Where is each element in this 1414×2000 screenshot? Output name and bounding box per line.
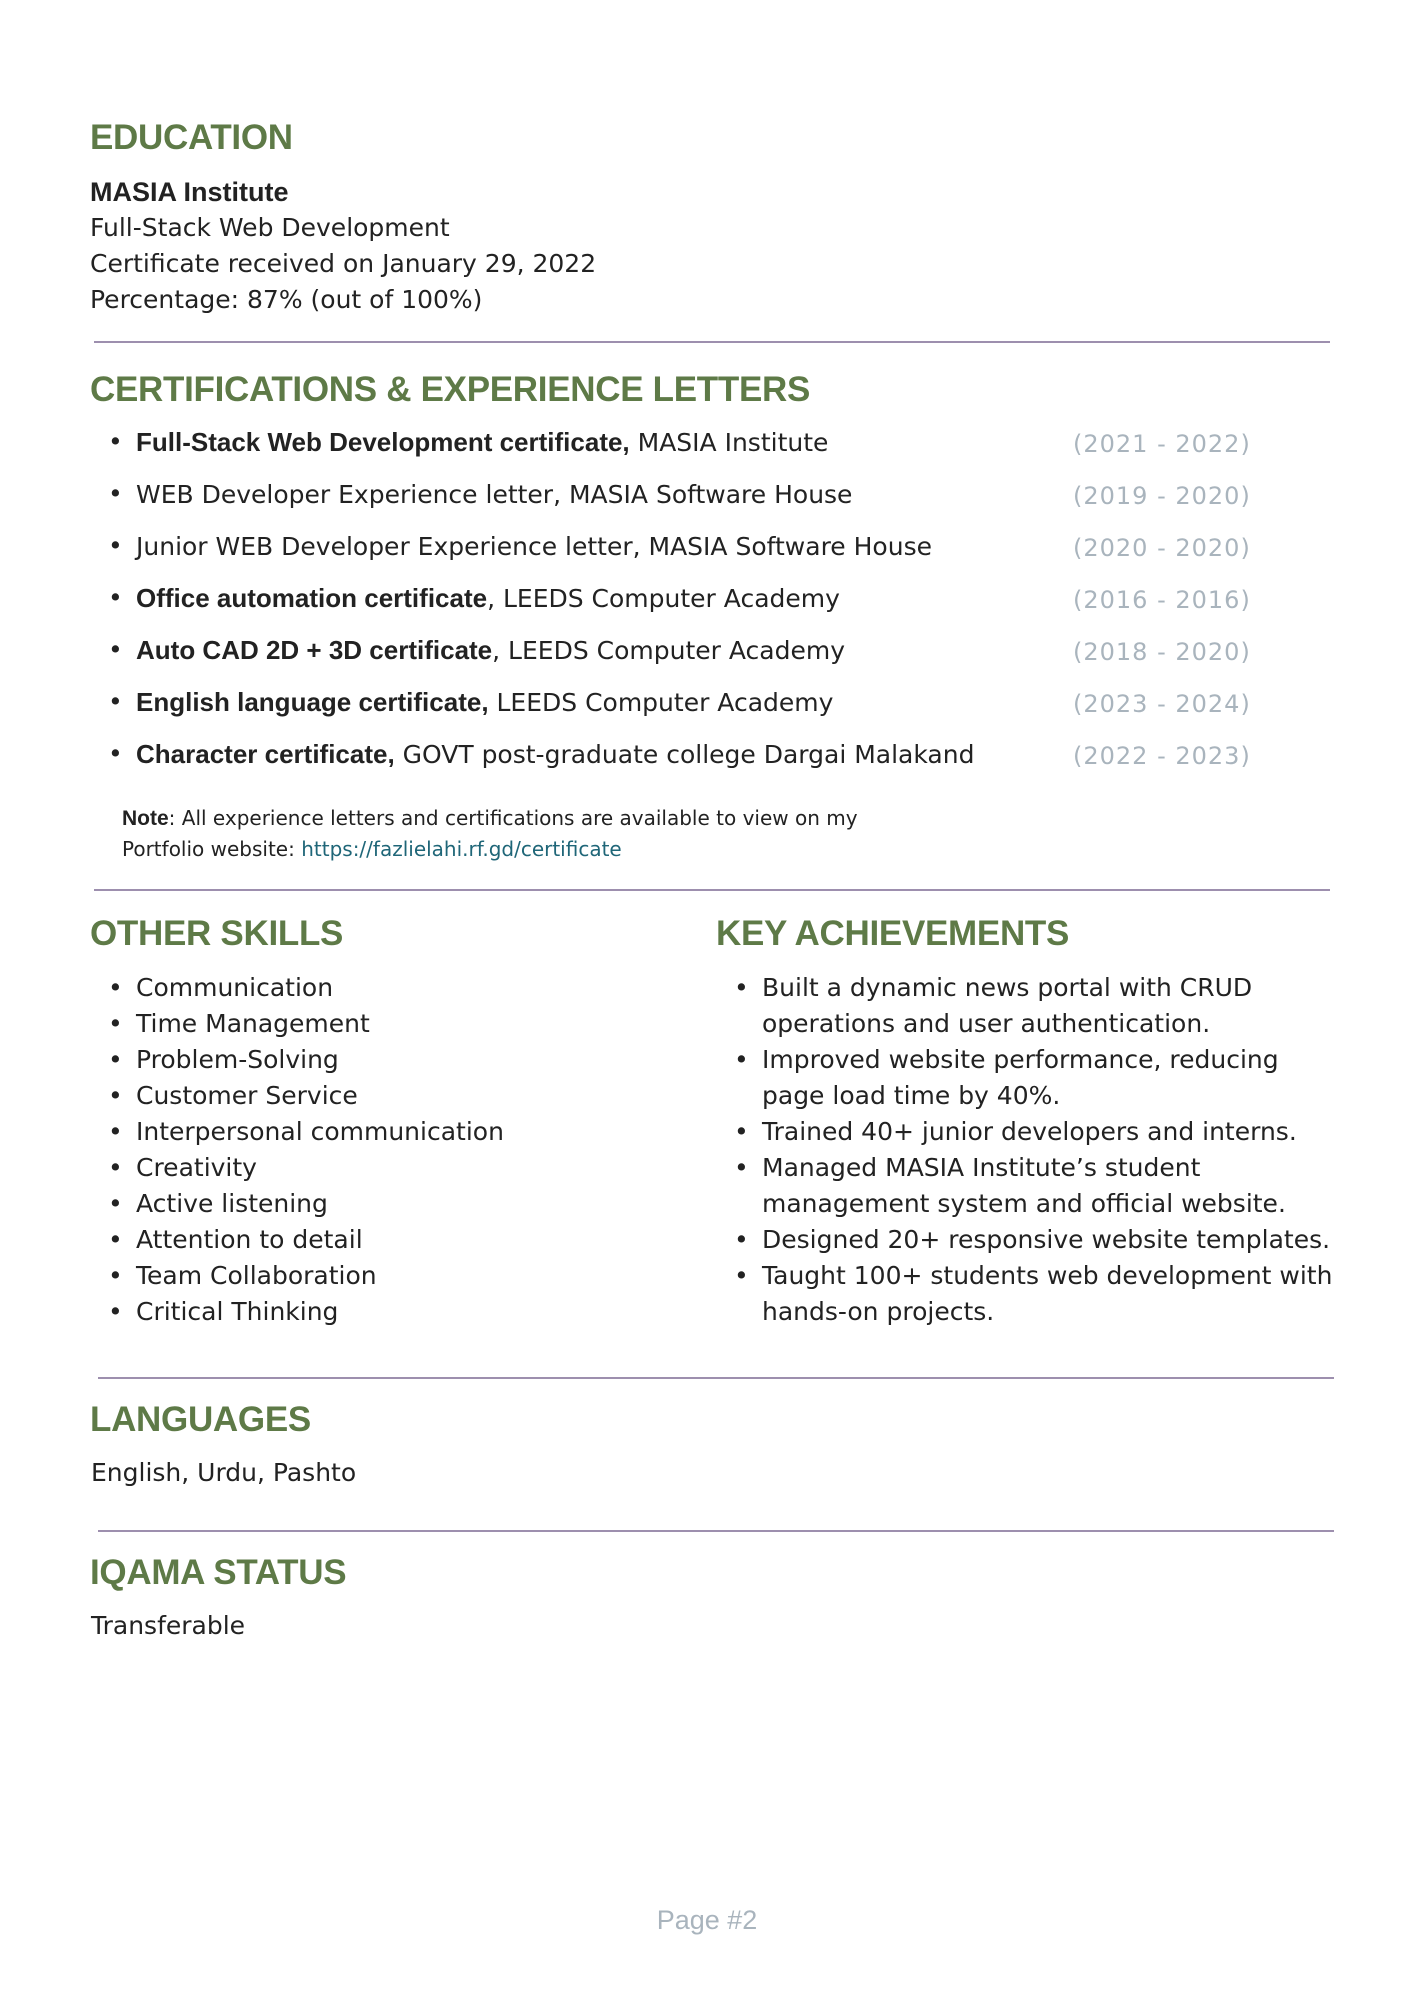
certification-years: (2019 - 2020) [1073,482,1251,510]
education-program: Full-Stack Web Development [90,213,450,242]
portfolio-link[interactable]: https://fazlielahi.rf.gd/certificate [301,837,622,861]
achievements-list [716,970,1336,1330]
iqama-text: Transferable [91,1611,246,1640]
skill-item: • Interpersonal communication [90,1114,504,1150]
certification-issuer: Junior WEB Developer Experience letter, MASIA Software House [136,532,932,561]
certification-issuer: MASIA Institute [629,428,829,457]
skill-item: • Attention to detail [90,1222,504,1258]
education-block [90,174,596,318]
note-label: Note [122,807,169,830]
achievement-item: • Managed MASIA Institute’s student management system and official website. [716,1150,1336,1222]
skills-heading: OTHER SKILLS [90,914,344,953]
bullet-icon: • [108,583,123,612]
divider [98,1530,1334,1532]
languages-heading: LANGUAGES [90,1400,311,1439]
certifications-list [108,424,1258,788]
certification-issuer: , LEEDS Computer Academy [487,584,840,613]
skill-item: • Team Collaboration [90,1258,504,1294]
certification-issuer: , LEEDS Computer Academy [492,636,845,665]
skill-item: • Active listening [90,1186,504,1222]
certification-years: (2020 - 2020) [1073,534,1251,562]
certification-years: (2022 - 2023) [1073,742,1251,770]
divider [98,1377,1334,1379]
certification-item [108,684,1258,736]
certification-title: Full-Stack Web Development certificate, [136,427,630,457]
certification-item [108,580,1258,632]
certification-years: (2023 - 2024) [1073,690,1251,718]
certification-title: Office automation certificate [136,583,488,613]
education-heading: EDUCATION [90,118,293,157]
skill-item: • Communication [90,970,504,1006]
achievement-item: • Designed 20+ responsive website templates. [716,1222,1336,1258]
skills-list [90,970,504,1330]
skill-item: • Critical Thinking [90,1294,504,1330]
certification-issuer: WEB Developer Experience letter, MASIA Software House [136,480,853,509]
certification-years: (2016 - 2016) [1073,586,1251,614]
bullet-icon: • [108,531,123,560]
certification-item [108,528,1258,580]
achievement-item: • Built a dynamic news portal with CRUD operations and user authentication. [716,970,1336,1042]
certification-title: English language certificate, [136,687,489,717]
skill-item: • Problem-Solving [90,1042,504,1078]
certification-issuer: LEEDS Computer Academy [488,688,834,717]
note-text: : All experience letters and certifications are available to view on my [168,806,858,830]
bullet-icon: • [108,739,123,768]
divider [94,341,1330,343]
education-percentage: Percentage: 87% (out of 100%) [90,285,483,314]
bullet-icon: • [108,479,123,508]
certification-years: (2018 - 2020) [1073,638,1251,666]
divider [94,889,1330,891]
languages-text: English, Urdu, Pashto [91,1458,357,1487]
education-received: Certificate received on January 29, 2022 [90,249,597,278]
achievement-item: • Improved website performance, reducing page load time by 40%. [716,1042,1336,1114]
certification-title: Auto CAD 2D + 3D certificate [136,635,493,665]
page-number: Page #2 [656,1905,758,1935]
bullet-icon: • [108,635,123,664]
education-institution: MASIA Institute [90,177,289,207]
certification-item [108,476,1258,528]
achievement-item: • Taught 100+ students web development with hands-on projects. [716,1258,1336,1330]
certification-title: Character certificate, [136,739,395,769]
certification-item [108,632,1258,684]
certification-item [108,736,1258,788]
bullet-icon: • [108,687,123,716]
bullet-icon: • [108,427,123,456]
skill-item: • Creativity [90,1150,504,1186]
skill-item: • Customer Service [90,1078,504,1114]
achievement-item: • Trained 40+ junior developers and interns. [716,1114,1336,1150]
certification-item [108,424,1258,476]
certification-years: (2021 - 2022) [1073,430,1251,458]
note-text-2: Portfolio website: [122,837,302,861]
skill-item: • Time Management [90,1006,504,1042]
certification-issuer: GOVT post-graduate college Dargai Malakand [394,740,975,769]
iqama-heading: IQAMA STATUS [90,1553,347,1592]
achievements-heading: KEY ACHIEVEMENTS [716,914,1070,953]
certifications-note [122,803,858,864]
certifications-heading: CERTIFICATIONS & EXPERIENCE LETTERS [90,370,811,409]
